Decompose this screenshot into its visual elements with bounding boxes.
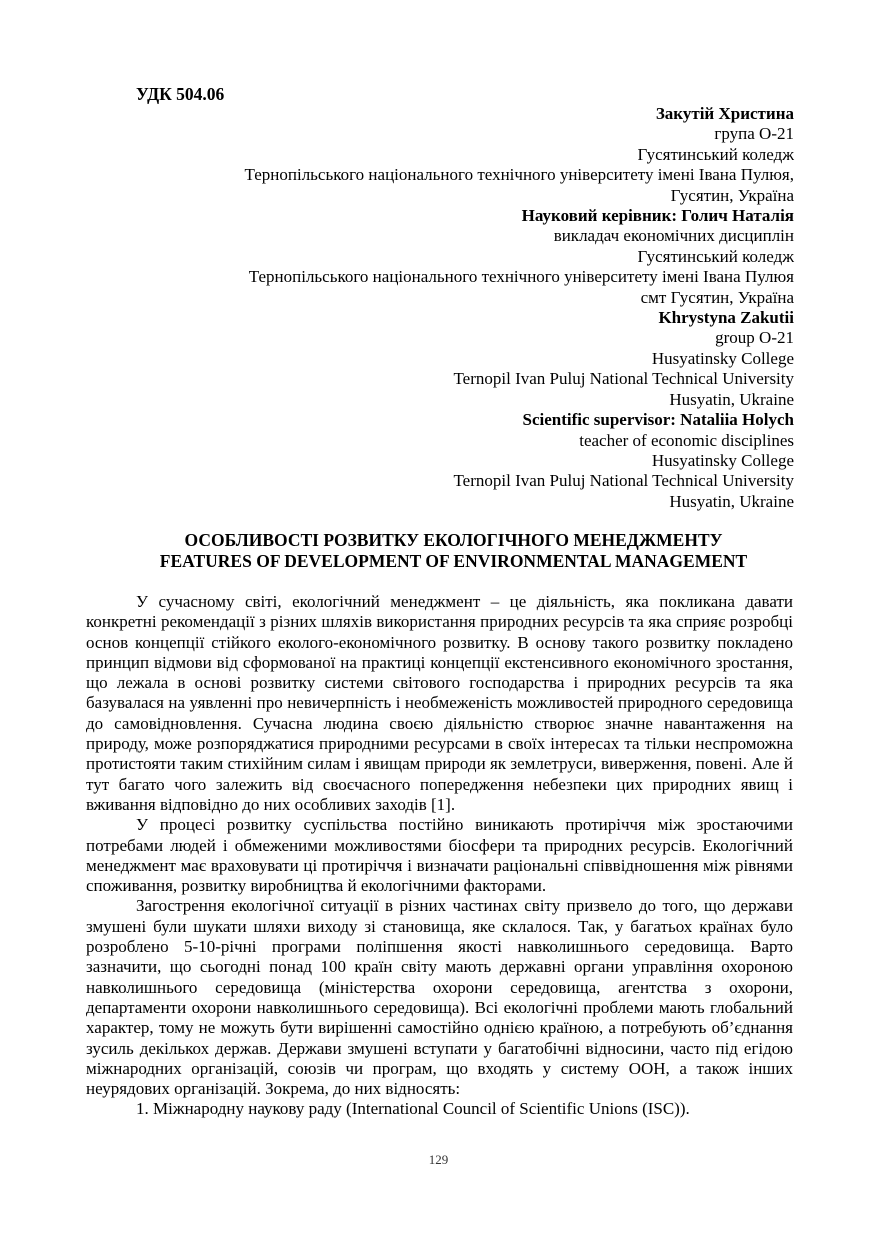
author-line: Тернопільського національного технічного університету імені Івана Пулюя, (244, 165, 794, 185)
author-line: Ternopil Ivan Puluj National Technical University (453, 471, 794, 491)
author-line: Scientific supervisor: Nataliia Holych (522, 410, 794, 430)
author-line: group О-21 (715, 328, 794, 348)
title-block (60, 530, 847, 572)
author-line: Husyatin, Ukraine (669, 389, 794, 409)
author-line: Ternopil Ivan Puluj National Technical University (453, 369, 794, 389)
author-line: Закутій Христина (655, 104, 794, 123)
title-ukrainian: ОСОБЛИВОСТІ РОЗВИТКУ ЕКОЛОГІЧНОГО МЕНЕДЖМЕНТУ (184, 530, 723, 550)
author-line: Husyatin, Ukraine (669, 491, 794, 511)
author-line: Husyatinsky College (651, 450, 794, 470)
title-english: FEATURES OF DEVELOPMENT OF ENVIRONMENTAL MANAGEMENT (159, 551, 748, 571)
udc-code: УДК 504.06 (136, 84, 225, 104)
author-block (114, 104, 794, 512)
author-line: Гусятинський коледж (637, 144, 794, 164)
paragraph: У сучасному світі, екологічний менеджмент – це діяльність, яка покликана давати конкретні рекомендації з різних шляхів використання природних ресурсів та яка сприяє розробці основ концепції стійкого еколого-економічного розвитку. В основу такого розвитку покладено принцип відмови від сформованої на практиці концепції екстенсивного економічного зростання, що лежала в основі розвитку системи світового господарства і природних ресурсів та яка базувалася на уявленні про невичерпність і необмеженість можливостей природного середовища до самовідновлення. Сучасна людина своєю діяльністю створює значне навантаження на природу, може розпоряджатися природними ресурсами в своїх інтересах та тільки неспроможна протистояти таким стихійним силам і явищам природи як землетруси, виверження, повені. Але й тут багато чого залежить від своєчасного попередження небезпеки цих природних явищ і вживання відповідно до них особливих заходів [1]. (86, 592, 793, 814)
paragraph: Загострення екологічної ситуації в різних частинах світу призвело до того, що держави змушені були шукати шляхи виходу зі становища, яке склалося. Так, у багатьох країнах було розроблено 5-10-річні програми поліпшення якості навколишнього середовища. Варто зазначити, що сьогодні понад 100 країн світу мають державні органи управління охороною навколишнього середовища (міністерства охорони середовища, агентства з охорони, департаменти охорони навколишнього середовища). Всі екологічні проблеми мають глобальний характер, тому не можуть бути вирішенні самостійно однією країною, а потребують об’єднання зусиль декількох держав. Держави змушені вступати у багатобічні відносини, часто під егідою міжнародних організацій, союзів чи програм, що входять у систему ООН, а також інших неурядових організацій. Зокрема, до них відносять: (86, 896, 793, 1099)
author-line: група О-21 (714, 124, 794, 144)
author-line: Тернопільського національного технічного університету імені Івана Пулюя (248, 267, 794, 287)
list-item: 1. Міжнародну наукову раду (International Council of Scientific Unions (ISC)). (136, 1099, 690, 1119)
article-body (86, 592, 793, 1120)
paragraph: У процесі розвитку суспільства постійно виникають протиріччя між зростаючими потребами людей і обмеженими можливостями біосфери та природних ресурсів. Екологічний менеджмент має враховувати ці протиріччя і визначати раціональні співвідношення між рівнями споживання, розвитку виробництва й екологічними факторами. (86, 815, 793, 896)
author-line: викладач економічних дисциплін (553, 226, 794, 246)
author-line: Гусятинський коледж (637, 246, 794, 266)
author-line: Гусятин, Україна (670, 185, 794, 205)
author-line: Khrystyna Zakutii (658, 308, 794, 328)
author-line: Науковий керівник: Голич Наталія (521, 206, 794, 226)
page-number: 129 (428, 1152, 449, 1167)
author-line: teacher of economic disciplines (579, 430, 794, 450)
author-line: Husyatinsky College (651, 348, 794, 368)
author-line: смт Гусятин, Україна (640, 287, 794, 307)
